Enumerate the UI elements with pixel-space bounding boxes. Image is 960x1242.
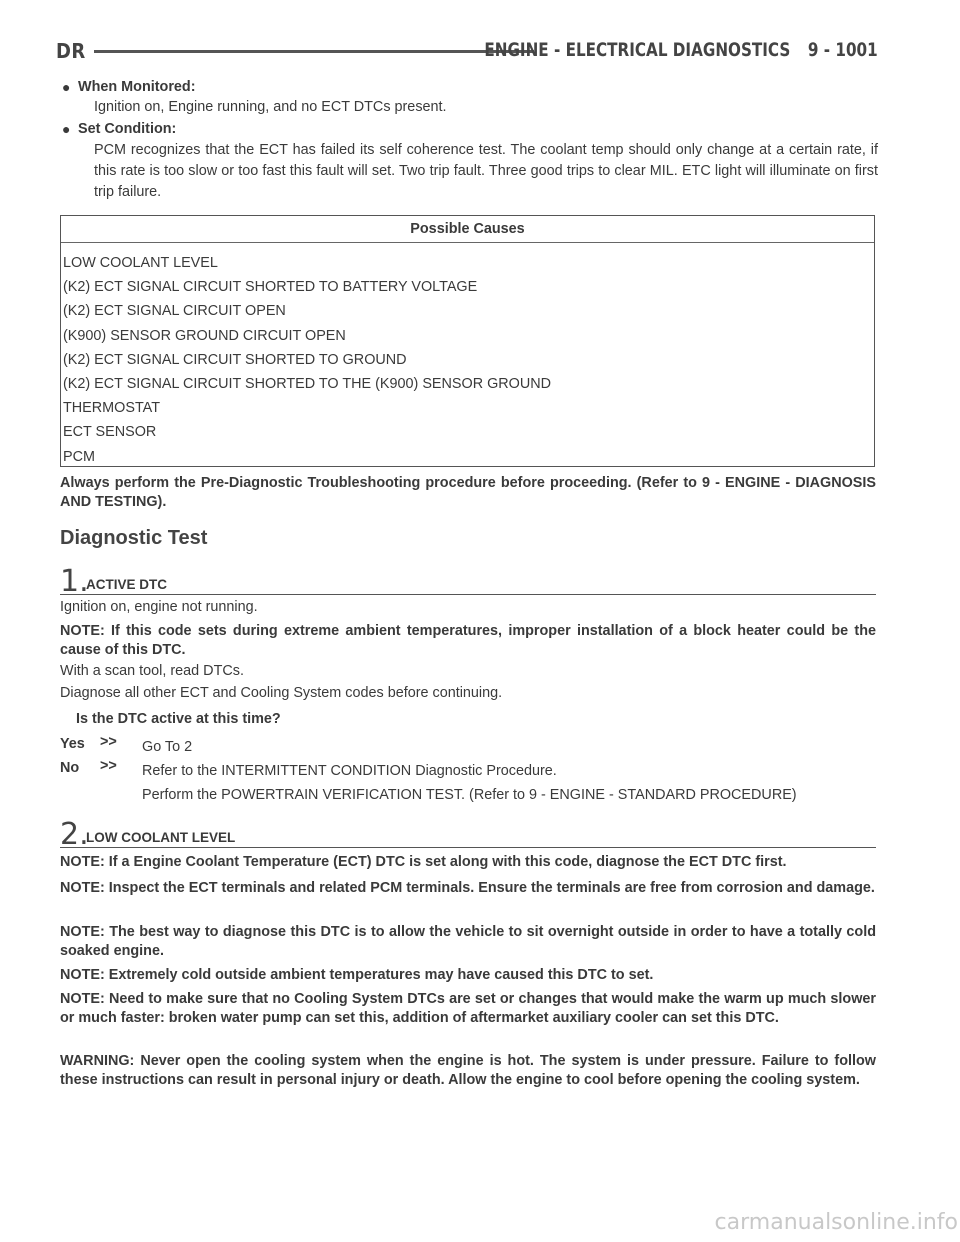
cause-item: (K2) ECT SIGNAL CIRCUIT SHORTED TO THE (K900) SENSOR GROUND (63, 375, 552, 392)
step-2-note-2: NOTE: Inspect the ECT terminals and related PCM terminals. Ensure the terminals are free from corrosion and damage. (60, 880, 875, 896)
step-2-note-1: NOTE: If a Engine Coolant Temperature (ECT) DTC is set along with this code, diagnose the ECT DTC first. (60, 854, 787, 870)
step-1-title: ACTIVE DTC (86, 577, 167, 592)
step-2-warning: WARNING: Never open the cooling system when the engine is hot. The system is under pressure. Failure to follow these instructions can result in personal injury or death. Allow the engine to cool before opening the cooling system. (60, 1053, 876, 1088)
bullet-icon: ● (62, 121, 71, 137)
always-perform-note: Always perform the Pre-Diagnostic Troubleshooting procedure before proceeding. (Refer to 9 - ENGINE - DIAGNOSIS AND TESTING). (60, 475, 876, 510)
set-condition-text: PCM recognizes that the ECT has failed its self coherence test. The coolant temp should only change at a certain rate, if this rate is too slow or too fast this fault will set. Two trip fault. Three good trips to clear MIL. ETC light will illuminate on first trip failure. (94, 142, 878, 201)
answer-no-text-1: Refer to the INTERMITTENT CONDITION Diagnostic Procedure. (142, 763, 557, 779)
set-condition (62, 120, 878, 203)
cause-item: (K900) SENSOR GROUND CIRCUIT OPEN (63, 327, 346, 344)
header-section-title: ENGINE - ELECTRICAL DIAGNOSTICS (484, 39, 791, 61)
step-1-ignition: Ignition on, engine not running. (60, 599, 258, 615)
cause-item: LOW COOLANT LEVEL (63, 255, 218, 271)
step-1-number: 1. (60, 564, 89, 599)
answer-no-label: No (60, 760, 80, 776)
cause-item: (K2) ECT SIGNAL CIRCUIT SHORTED TO GROUND (63, 351, 407, 368)
bullet-icon: ● (62, 79, 71, 95)
step-2-note-3: NOTE: The best way to diagnose this DTC is to allow the vehicle to sit overnight outside in order to have a totally cold soaked engine. (60, 924, 876, 959)
cause-item: ECT SENSOR (63, 424, 157, 441)
set-condition-label: Set Condition: (78, 121, 177, 137)
cause-item: PCM (63, 448, 95, 465)
answer-no-arrow: >> (100, 758, 117, 774)
possible-causes-list (61, 243, 874, 469)
step-1-question: Is the DTC active at this time? (76, 711, 281, 727)
step-2-note-4: NOTE: Extremely cold outside ambient temperatures may have caused this DTC to set. (60, 967, 654, 983)
when-monitored (62, 78, 878, 118)
when-monitored-label: When Monitored: (78, 79, 196, 95)
step-2-title: LOW COOLANT LEVEL (86, 830, 236, 845)
step-1-header (60, 562, 876, 599)
header-model: DR (56, 39, 86, 63)
header-section (467, 38, 878, 64)
possible-causes-table (60, 215, 875, 467)
cause-item: (K2) ECT SIGNAL CIRCUIT SHORTED TO BATTERY VOLTAGE (63, 279, 478, 296)
header-page-number: 9 - 1001 (808, 39, 878, 61)
answer-yes-text: Go To 2 (142, 739, 193, 755)
possible-causes-header: Possible Causes (61, 216, 874, 243)
watermark: carmanualsonline.info (714, 1210, 958, 1236)
step-1-scan: With a scan tool, read DTCs. (60, 663, 244, 679)
diagnostic-test-title: Diagnostic Test (60, 527, 208, 549)
page-header (56, 38, 878, 64)
cause-item: (K2) ECT SIGNAL CIRCUIT OPEN (63, 303, 286, 320)
when-monitored-text: Ignition on, Engine running, and no ECT DTCs present. (94, 99, 447, 116)
answer-yes-arrow: >> (100, 734, 117, 750)
step-1-diagnose: Diagnose all other ECT and Cooling System codes before continuing. (60, 685, 503, 701)
cause-item: THERMOSTAT (63, 400, 160, 417)
answer-yes-label: Yes (60, 736, 85, 752)
step-2-note-5: NOTE: Need to make sure that no Cooling System DTCs are set or changes that would make the warm up much slower or much faster: broken water pump can set this, addition of aftermarket auxiliary cooler can set this DTC. (60, 991, 876, 1026)
step-1-note: NOTE: If this code sets during extreme ambient temperatures, improper installation of a block heater could be the cause of this DTC. (60, 623, 876, 658)
step-2-header (60, 815, 876, 852)
step-2-number: 2. (60, 817, 89, 852)
answer-no-text-2: Perform the POWERTRAIN VERIFICATION TEST. (Refer to 9 - ENGINE - STANDARD PROCEDURE) (142, 787, 797, 803)
